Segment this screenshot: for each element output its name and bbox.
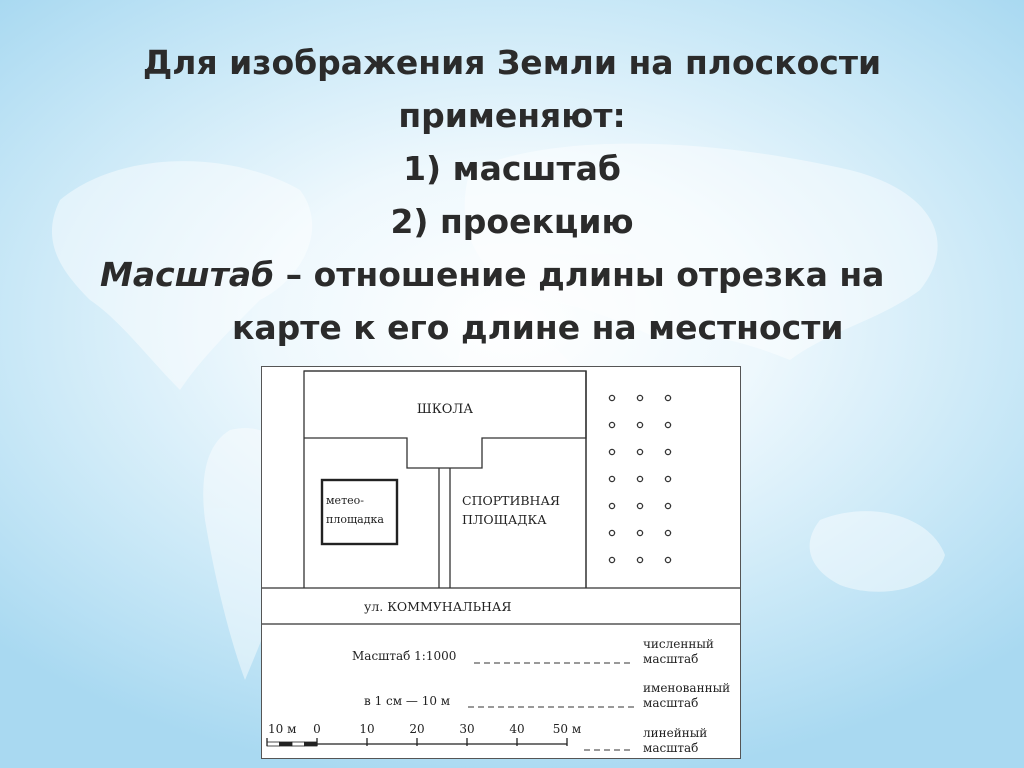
linear-scale-subdivision	[292, 742, 305, 746]
list-item-projection: 2) проекцию	[390, 202, 634, 241]
orchard-tree-dot	[609, 557, 614, 562]
linear-scale-label-1: линейный	[643, 726, 708, 740]
orchard-tree-dot	[637, 557, 642, 562]
linear-scale-tick-label: 20	[409, 722, 425, 736]
orchard-tree-dot	[609, 503, 614, 508]
school-label: ШКОЛА	[416, 402, 474, 417]
heading-line-1: Для изображения Земли на плоскости	[142, 43, 882, 82]
orchard-tree-dot	[609, 449, 614, 454]
orchard-tree-dot	[637, 449, 642, 454]
numeric-scale-value: Масштаб 1:1000	[352, 649, 457, 663]
street-label: ул. КОММУНАЛЬНАЯ	[364, 599, 512, 614]
numeric-scale-label-1: численный	[643, 637, 714, 651]
linear-scale-tick-label: 50 м	[552, 722, 582, 736]
linear-scale-subdivision	[280, 742, 293, 746]
orchard-tree-dot	[609, 422, 614, 427]
linear-scale-bar	[267, 722, 581, 746]
linear-scale-subdivision	[267, 742, 280, 746]
orchard-tree-dot	[665, 557, 670, 562]
heading-line-2: применяют:	[398, 96, 626, 135]
orchard-tree-dot	[637, 395, 642, 400]
linear-scale-tick-label: 10 м	[268, 722, 297, 736]
sport-label-1: СПОРТИВНАЯ	[462, 493, 561, 508]
definition-line-1	[0, 248, 1024, 301]
list-item-scale: 1) масштаб	[403, 149, 621, 188]
linear-scale-subdivision	[305, 742, 318, 746]
school-building	[304, 371, 586, 468]
orchard-tree-dot	[665, 476, 670, 481]
named-scale-label-2: масштаб	[643, 696, 699, 710]
orchard-tree-dot	[665, 422, 670, 427]
definition-term: Масштаб	[100, 255, 275, 294]
orchard-tree-dot	[637, 476, 642, 481]
school-plan-diagram	[261, 366, 741, 759]
meteo-label-2: площадка	[326, 513, 384, 526]
meteo-label-1: метео-	[326, 494, 365, 507]
linear-scale-tick-label: 0	[313, 722, 321, 736]
orchard-tree-dot	[609, 476, 614, 481]
linear-scale-label-2: масштаб	[643, 741, 699, 755]
orchard-tree-dot	[637, 530, 642, 535]
definition-text: – отношение длины отрезка на	[274, 255, 885, 294]
orchard-tree-dot	[637, 422, 642, 427]
meteo-platform	[322, 480, 397, 544]
sport-label-2: ПЛОЩАДКА	[462, 512, 547, 527]
definition-line-2: карте к его длине на местности	[232, 308, 844, 347]
linear-scale-tick-label: 40	[509, 722, 525, 736]
linear-scale-tick-label: 30	[459, 722, 475, 736]
numeric-scale-label-2: масштаб	[643, 652, 699, 666]
continent-australia	[810, 511, 945, 592]
linear-scale-tick-label: 10	[359, 722, 375, 736]
orchard-tree-dot	[637, 503, 642, 508]
orchard-tree-dot	[665, 530, 670, 535]
orchard-tree-dot	[665, 449, 670, 454]
orchard-tree-dot	[609, 530, 614, 535]
orchard-tree-dot	[665, 503, 670, 508]
named-scale-value: в 1 см — 10 м	[364, 694, 451, 708]
orchard-tree-dot	[609, 395, 614, 400]
orchard-trees	[609, 395, 670, 562]
slide-title	[0, 36, 1024, 354]
named-scale-label-1: именованный	[643, 681, 731, 695]
orchard-tree-dot	[665, 395, 670, 400]
